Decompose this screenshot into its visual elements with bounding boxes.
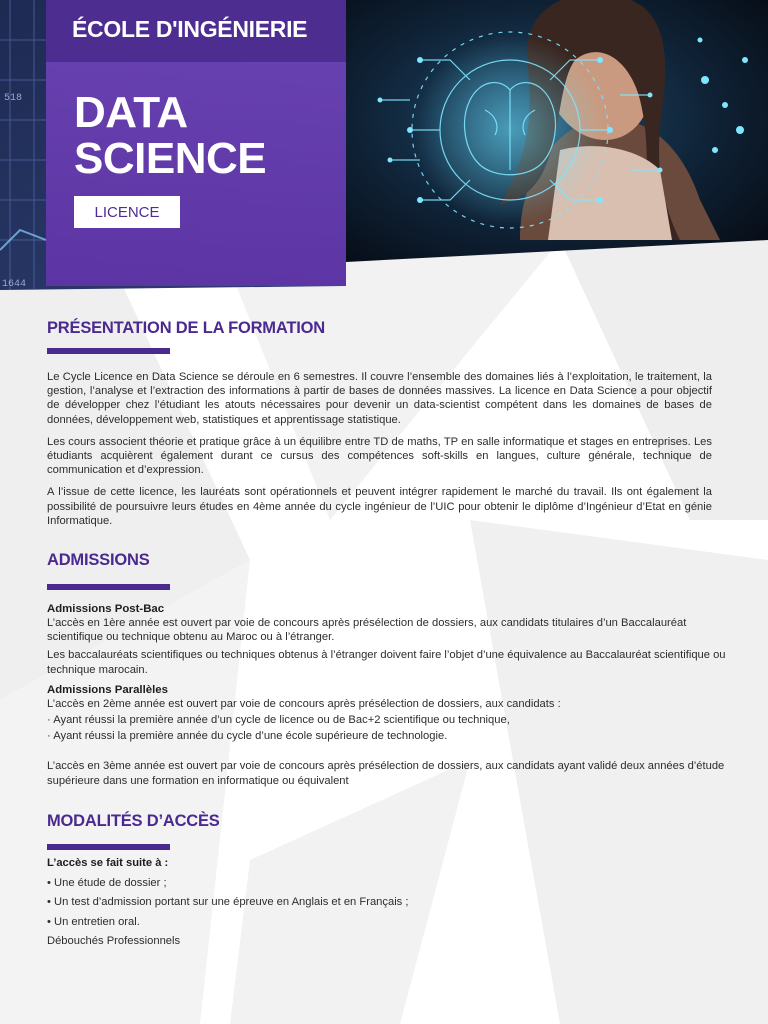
parallel-title: Admissions Parallèles [47, 683, 168, 696]
modalites-title: MODALITÉS D’ACCÈS [47, 812, 220, 830]
post-bac-paragraph: Les baccalauréats scientifiques ou techniques obtenus à l’étranger doivent faire l’objet d’une équivalence au Baccalauréat scientifique ou technique marocain. [47, 649, 726, 676]
admissions-title: ADMISSIONS [47, 551, 150, 569]
modalites-body [47, 854, 712, 952]
presentation-paragraph: Le Cycle Licence en Data Science se déroule en 6 semestres. Il couvre l’ensemble des domaines liés à l’exploitation, le traitement, la gestion, l’analyse et l’extraction des informations à partir de bases de données massives. La licence en Data Science a pour objectif de développer chez l’étudiant les atouts nécessaires pour devenir un data-scientist compétent dans les domaines de bases de données, développement web, statistiques et apprentissage statistique. [47, 371, 712, 426]
post-bac-title: Admissions Post-Bac [47, 603, 165, 615]
presentation-paragraph: A l’issue de cette licence, les lauréats sont opérationnels et peuvent intégrer rapidement le marché du travail. Ils ont également la possibilité de poursuivre leurs études en 4ème année du cycle ingénieur de l’UIC pour obtenir le diplôme d’Ingénieur d’Etat en génie Informatique. [47, 486, 712, 527]
post-bac-paragraph: L’accès en 1ère année est ouvert par voie de concours après présélection de dossiers, aux candidats titulaires d’un Baccalauréat scientifique ou technique obtenu au Maroc ou à l’étranger. [47, 617, 687, 644]
admissions-underline [47, 584, 170, 590]
debouches-label: Débouchés Professionnels [47, 935, 181, 947]
parallel-item: · Ayant réussi la première année du cycle d’une école supérieure de technologie. [47, 730, 448, 743]
third-year-paragraph: L’accès en 3ème année est ouvert par voie de concours après présélection de dossiers, aux candidats ayant validé deux années d’étude supérieure dans une formation en informatique ou équivalent [47, 760, 725, 787]
presentation-underline [47, 348, 170, 354]
modalites-intro: L’accès se fait suite à : [47, 857, 169, 869]
parallel-intro: L’accès en 2ème année est ouvert par voie de concours après présélection de dossiers, aux candidats : [47, 697, 561, 710]
modalites-item: • Un test d’admission portant sur une épreuve en Anglais et en Français ; [47, 896, 409, 908]
modalites-item: • Une étude de dossier ; [47, 876, 167, 889]
presentation-body [47, 370, 712, 536]
svg-text:518: 518 [4, 93, 23, 104]
modalites-item: • Un entretien oral. [47, 915, 140, 928]
presentation-paragraph: Les cours associent théorie et pratique grâce à un équilibre entre TD de maths, TP en salle informatique et stages en entreprises. Les étudiants acquièrent également durant ce cursus des compétences soft-skills en langues, culture générale, technique de communication et d’expression. [47, 435, 712, 477]
presentation-title: PRÉSENTATION DE LA FORMATION [47, 319, 325, 337]
program-title-line1: DATA [74, 88, 188, 137]
hero-banner [0, 0, 768, 300]
parallel-item: · Ayant réussi la première année d’un cycle de licence ou de Bac+2 scientifique ou technique, [47, 714, 510, 727]
admissions-body [47, 602, 727, 788]
program-title-line2: SCIENCE [74, 134, 267, 183]
program-title [74, 90, 266, 182]
title-panel [46, 0, 346, 286]
svg-text:1644: 1644 [2, 279, 27, 290]
degree-badge: LICENCE [74, 196, 180, 228]
school-name: ÉCOLE D'INGÉNIERIE [72, 16, 308, 42]
modalites-underline [47, 844, 170, 850]
